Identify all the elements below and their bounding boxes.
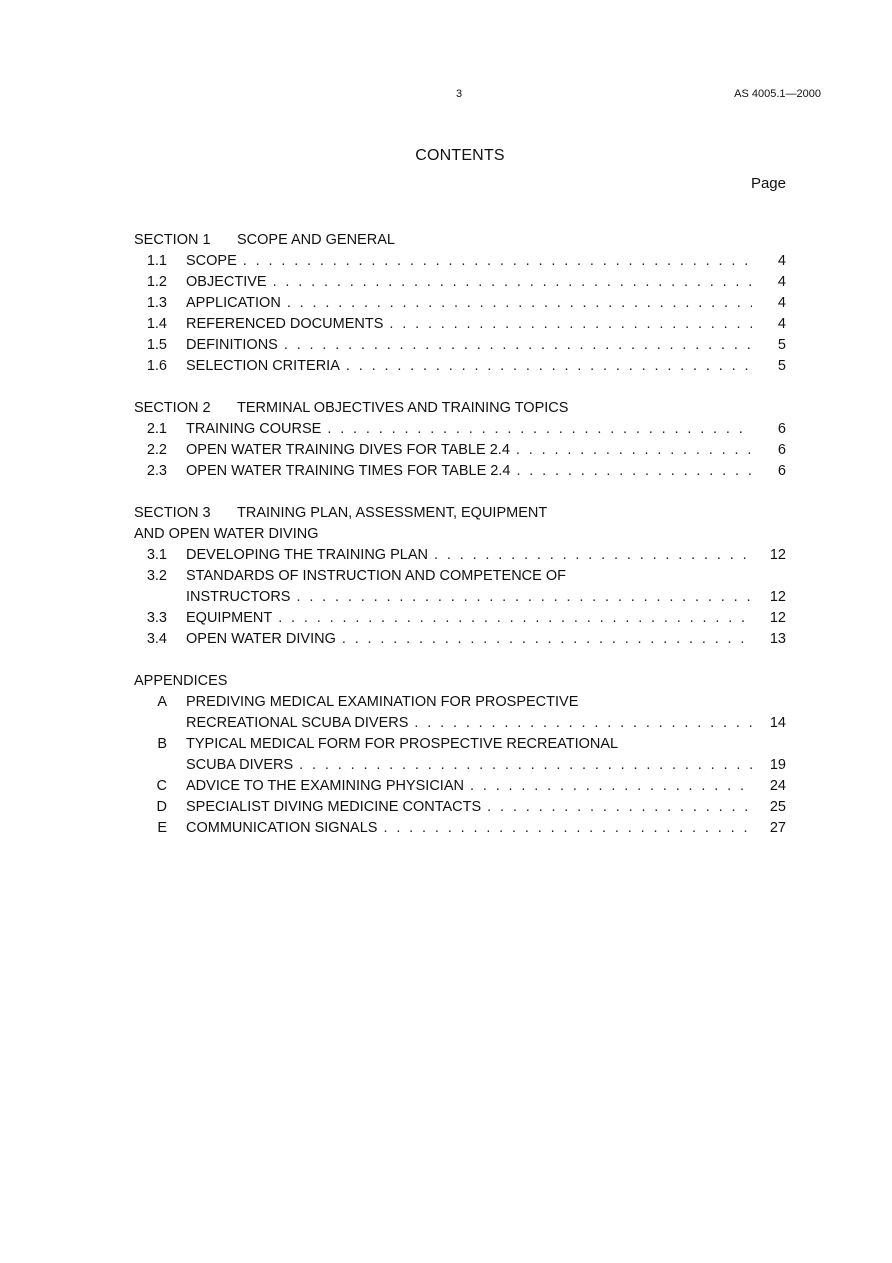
- toc-section: [134, 671, 786, 839]
- section-title: TERMINAL OBJECTIVES AND TRAINING TOPICS: [237, 400, 569, 416]
- entry-title: STANDARDS OF INSTRUCTION AND COMPETENCE OF: [186, 568, 566, 584]
- toc-entry: [134, 545, 786, 566]
- table-of-contents: [134, 230, 786, 860]
- toc-entry-line: [134, 251, 786, 272]
- leader-dots: [299, 755, 752, 776]
- entry-page: 27: [769, 820, 786, 836]
- toc-entry: [134, 797, 786, 818]
- toc-entry-line: [134, 314, 786, 335]
- toc-entry-line: [134, 587, 786, 608]
- entry-number: E: [157, 820, 167, 836]
- leader-dots: [434, 545, 752, 566]
- toc-entry-line: [134, 461, 786, 482]
- toc-entry: [134, 356, 786, 377]
- entry-title: OPEN WATER TRAINING TIMES FOR TABLE 2.4: [186, 463, 511, 479]
- entry-page: 6: [777, 463, 786, 479]
- toc-entry: [134, 272, 786, 293]
- entry-title: DEVELOPING THE TRAINING PLAN: [186, 547, 428, 563]
- toc-entry-line: [134, 608, 786, 629]
- leader-dots: [243, 251, 752, 272]
- toc-entry: [134, 566, 786, 608]
- entry-page: 12: [769, 589, 786, 605]
- toc-entry: [134, 314, 786, 335]
- section-title: APPENDICES: [134, 673, 228, 689]
- toc-entry: [134, 461, 786, 482]
- entry-page: 13: [769, 631, 786, 647]
- entry-number: 2.3: [146, 463, 167, 479]
- page-column-heading: Page: [750, 175, 786, 192]
- toc-entry: [134, 776, 786, 797]
- entry-page: 5: [777, 358, 786, 374]
- entry-page: 6: [777, 421, 786, 437]
- section-title: TRAINING PLAN, ASSESSMENT, EQUIPMENT: [237, 505, 548, 521]
- entry-title: SCUBA DIVERS: [186, 757, 294, 773]
- leader-dots: [389, 314, 752, 335]
- entry-title: OPEN WATER DIVING: [186, 631, 336, 647]
- document-id: AS 4005.1—2000: [734, 88, 821, 100]
- page-number: 3: [455, 88, 463, 100]
- entry-title: OBJECTIVE: [186, 274, 267, 290]
- toc-entry-line: [134, 356, 786, 377]
- leader-dots: [516, 461, 752, 482]
- toc-entry: [134, 692, 786, 734]
- section-heading: [134, 503, 786, 524]
- toc-entry: [134, 440, 786, 461]
- entry-number: A: [157, 694, 167, 710]
- section-number: SECTION 1: [134, 232, 211, 248]
- toc-entry-line: [134, 818, 786, 839]
- toc-entry: [134, 293, 786, 314]
- entry-page: 12: [769, 547, 786, 563]
- section-heading: [134, 230, 786, 251]
- toc-entry: [134, 818, 786, 839]
- entry-title: SCOPE: [186, 253, 237, 269]
- toc-entry-line: [134, 440, 786, 461]
- entry-number: 1.6: [146, 358, 167, 374]
- leader-dots: [327, 419, 752, 440]
- toc-entry: [134, 251, 786, 272]
- entry-number: 1.4: [146, 316, 167, 332]
- leader-dots: [296, 587, 752, 608]
- entry-title: REFERENCED DOCUMENTS: [186, 316, 384, 332]
- toc-entry-line: [134, 272, 786, 293]
- entry-page: 4: [777, 274, 786, 290]
- toc-section: [134, 230, 786, 377]
- entry-number: 3.2: [146, 568, 167, 584]
- section-heading-continued: [134, 524, 786, 545]
- leader-dots: [470, 776, 752, 797]
- entry-page: 12: [769, 610, 786, 626]
- entry-page: 25: [769, 799, 786, 815]
- entry-title: INSTRUCTORS: [186, 589, 291, 605]
- toc-entry-line: [134, 419, 786, 440]
- entry-number: 3.1: [146, 547, 167, 563]
- section-number: SECTION 2: [134, 400, 211, 416]
- leader-dots: [278, 608, 752, 629]
- toc-entry: [134, 608, 786, 629]
- leader-dots: [516, 440, 752, 461]
- toc-entry-line: [134, 713, 786, 734]
- entry-title: EQUIPMENT: [186, 610, 273, 626]
- leader-dots: [414, 713, 752, 734]
- toc-entry-line: [134, 566, 786, 587]
- toc-entry: [134, 335, 786, 356]
- entry-number: 1.2: [146, 274, 167, 290]
- entry-number: C: [156, 778, 167, 794]
- entry-page: 4: [777, 295, 786, 311]
- entry-number: 3.4: [146, 631, 167, 647]
- section-title: SCOPE AND GENERAL: [237, 232, 395, 248]
- leader-dots: [284, 335, 752, 356]
- entry-number: 2.1: [146, 421, 167, 437]
- entry-title: RECREATIONAL SCUBA DIVERS: [186, 715, 409, 731]
- leader-dots: [287, 293, 752, 314]
- entry-page: 6: [777, 442, 786, 458]
- toc-entry: [134, 734, 786, 776]
- leader-dots: [342, 629, 752, 650]
- toc-section: [134, 398, 786, 482]
- leader-dots: [273, 272, 752, 293]
- toc-entry-line: [134, 335, 786, 356]
- toc-entry-line: [134, 776, 786, 797]
- entry-page: 4: [777, 253, 786, 269]
- entry-title: ADVICE TO THE EXAMINING PHYSICIAN: [186, 778, 464, 794]
- section-heading: [134, 398, 786, 419]
- leader-dots: [487, 797, 752, 818]
- toc-entry: [134, 629, 786, 650]
- toc-entry-line: [134, 692, 786, 713]
- entry-page: 24: [769, 778, 786, 794]
- toc-entry-line: [134, 629, 786, 650]
- entry-number: D: [156, 799, 167, 815]
- entry-number: 1.1: [146, 253, 167, 269]
- toc-section: [134, 503, 786, 650]
- entry-title: TYPICAL MEDICAL FORM FOR PROSPECTIVE RECREATIONAL: [186, 736, 619, 752]
- entry-title: OPEN WATER TRAINING DIVES FOR TABLE 2.4: [186, 442, 510, 458]
- entry-title: TRAINING COURSE: [186, 421, 322, 437]
- entry-page: 19: [769, 757, 786, 773]
- entry-number: 2.2: [146, 442, 167, 458]
- section-number: SECTION 3: [134, 505, 211, 521]
- entry-title: DEFINITIONS: [186, 337, 278, 353]
- toc-entry-line: [134, 755, 786, 776]
- toc-entry-line: [134, 734, 786, 755]
- entry-title: COMMUNICATION SIGNALS: [186, 820, 378, 836]
- entry-page: 5: [777, 337, 786, 353]
- entry-page: 4: [777, 316, 786, 332]
- entry-page: 14: [769, 715, 786, 731]
- entry-title: SPECIALIST DIVING MEDICINE CONTACTS: [186, 799, 482, 815]
- section-heading: [134, 671, 786, 692]
- section-title: AND OPEN WATER DIVING: [134, 526, 319, 542]
- entry-number: 1.5: [146, 337, 167, 353]
- leader-dots: [383, 818, 752, 839]
- leader-dots: [346, 356, 752, 377]
- toc-entry-line: [134, 545, 786, 566]
- entry-title: APPLICATION: [186, 295, 281, 311]
- entry-number: 3.3: [146, 610, 167, 626]
- entry-title: PREDIVING MEDICAL EXAMINATION FOR PROSPECTIVE: [186, 694, 579, 710]
- entry-number: B: [157, 736, 167, 752]
- toc-entry-line: [134, 293, 786, 314]
- contents-title: CONTENTS: [415, 147, 505, 164]
- toc-entry: [134, 419, 786, 440]
- toc-entry-line: [134, 797, 786, 818]
- entry-title: SELECTION CRITERIA: [186, 358, 340, 374]
- entry-number: 1.3: [146, 295, 167, 311]
